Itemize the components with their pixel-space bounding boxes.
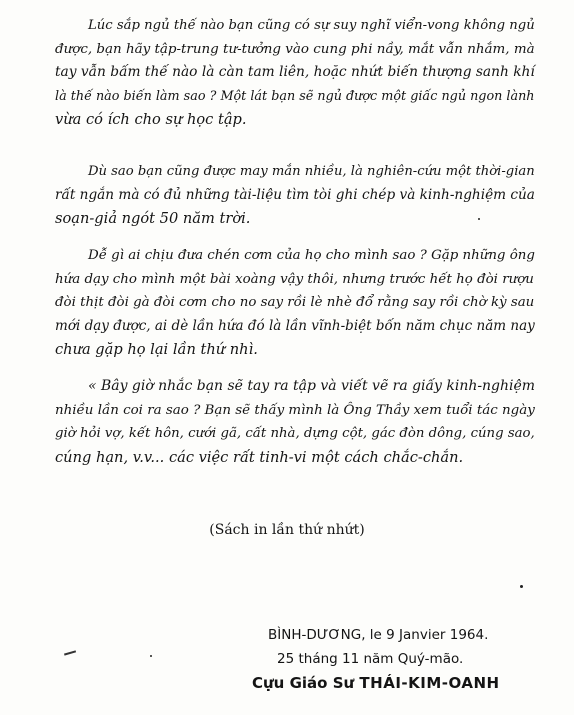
ink-speck (520, 585, 523, 588)
paragraph-line: được, bạn hãy tập-trung tư-tưởng vào cung phi nầy, mắt vẫn nhắm, mà (55, 41, 535, 57)
paragraph-line: là thế nào biến làm sao ? Một lát bạn sẽ ngủ được một giấc ngủ ngon lành (55, 88, 535, 104)
paragraph-line: giờ hỏi vợ, kết hôn, cưới gã, cất nhà, dựng cột, gác đòn dông, cúng sao, (55, 426, 535, 442)
paragraph-1 (55, 14, 535, 132)
paragraph-line: Lúc sắp ngủ thế nào bạn cũng có sự suy nghĩ viển-vong không ngủ (88, 18, 535, 33)
paragraph-line: hứa dạy cho mình một bài xoàng vậy thôi, nhưng trước hết họ đòi rượu (55, 271, 534, 287)
paragraph-line: Dù sao bạn cũng được may mắn nhiều, là nghiên-cứu một thời-gian (88, 164, 535, 179)
edition-note: (Sách in lần thứ nhứt) (209, 522, 365, 538)
paragraph-4 (55, 375, 535, 469)
author-title: Cựu Giáo Sư (252, 674, 355, 692)
paragraph-line: vừa có ích cho sự học tập. (55, 111, 247, 129)
ink-speck (478, 218, 480, 220)
paragraph-line: mới dạy được, ai dè lần hứa đó là lần vĩnh-biệt bốn năm chục năm nay (55, 317, 535, 334)
paragraph-line: chưa gặp họ lại lần thứ nhì. (55, 341, 258, 359)
paragraph-line: « Bây giờ nhắc bạn sẽ tay ra tập và viết vẽ ra giấy kinh-nghiệm (88, 378, 535, 394)
paragraph-line: Dễ gì ai chịu đưa chén cơm của họ cho mình sao ? Gặp những ông (88, 248, 535, 263)
ink-stroke (64, 650, 76, 655)
signature-author (252, 674, 532, 692)
paragraph-line: cúng hạn, v.v... các việc rất tinh-vi một cách chắc-chắn. (55, 448, 464, 466)
author-name: THÁI-KIM-OANH (359, 674, 500, 692)
ink-speck (150, 655, 152, 657)
paragraph-2 (55, 160, 535, 231)
paragraph-line: nhiều lần coi ra sao ? Bạn sẽ thấy mình là Ông Thầy xem tuổi tác ngày (55, 402, 535, 418)
signature-lunar-date: 25 tháng 11 năm Quý-mão. (277, 651, 464, 667)
paragraph-line: đòi thịt đòi gà đòi cơm cho no say rồi lè nhè đổ rằng say rồi chờ kỳ sau (55, 295, 535, 311)
paragraph-line: rất ngắn mà có đủ những tài-liệu tìm tòi ghi chép và kinh-nghiệm của (55, 186, 535, 203)
paragraph-line: tay vẫn bấm thế nào là càn tam liên, hoặc nhứt biến thượng sanh khí (55, 64, 535, 81)
paragraph-3 (55, 244, 535, 362)
paragraph-line: soạn-giả ngót 50 năm trời. (55, 210, 251, 228)
signature-place-date: BÌNH-DƯƠNG, le 9 Janvier 1964. (268, 627, 489, 643)
